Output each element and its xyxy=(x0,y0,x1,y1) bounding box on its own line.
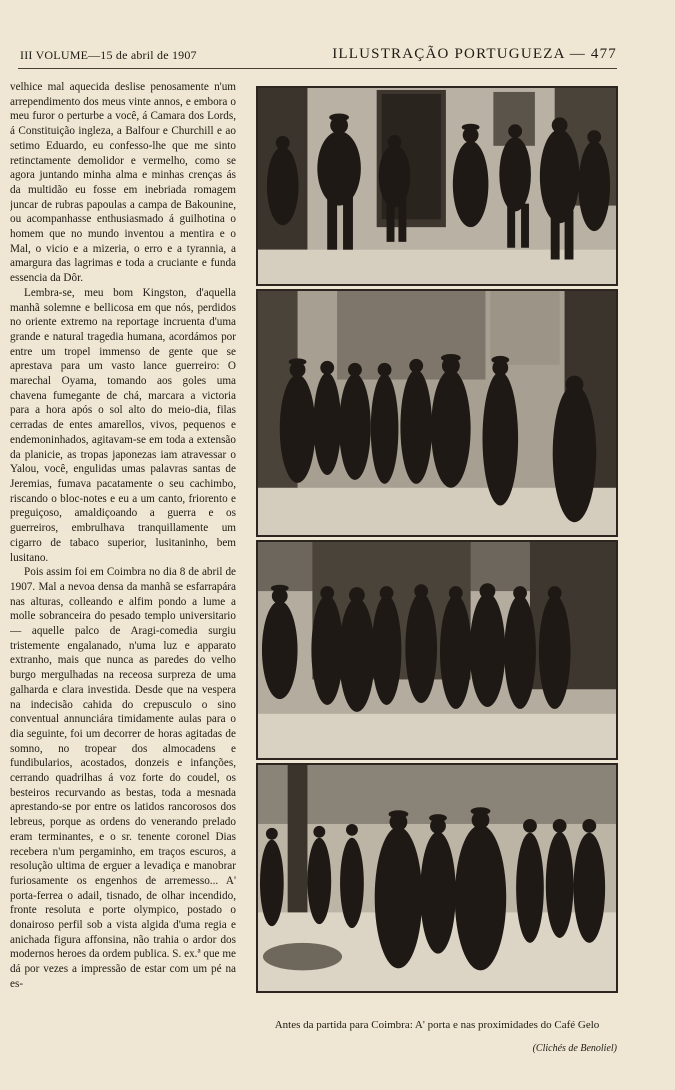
photo-3 xyxy=(256,540,618,760)
magazine-title-page-number: ILLUSTRAÇÃO PORTUGUEZA — 477 xyxy=(332,46,617,62)
paragraph-3: Pois assim foi em Coimbra no dia 8 de abril de 1907. Mal a nevoa densa da manhã se esfarrapára nas alturas, colleando e alfim pondo a lume a molle sobranceira do pesado templo universitario — aquelle palco de Aragi-comedia surgiu tristemente engalanado, n'uma luz e apparato extranho, mais que nunca as paredes do velho burgo mergulhadas na receosa surpreza de uma galharda e clara investida. Desde que na vespera na indecisão cahida do crepusculo o sino conventual annunciára timidamente aulas para o dia seguinte, foi um decorrer de horas agitadas de somno, no tropear dos almocadens e fundibularios, acostados, donzeis e infanções, cerrando quadrilhas á voz forte do coudel, os besteiros recurvando as bestas, toda a mesnada aprestando-se por entre os latidos rancorosos dos lebreus, porque as ordens do venerando prelado eram terminantes, e o sr. tenente coronel Dias recebera n'um pergaminho, em traços escuros, a resolução ultima de erguer a levadiça e manobrar furiosamente os engenhos de arremesso... A' porta-ferrea o adail, tisnado, de olhar incendido, fronte resoluta e porte olympico, postado o donairoso perfil sob a vista algida d'uma regia e anichada figura affonsina, não trahia o ardor dos modernos heroes da ordem publica. S. ex.ª que me dá por vezes a impressão de estar com um pé na es- xyxy=(10,566,236,990)
page-header xyxy=(0,46,675,70)
photo-1 xyxy=(256,86,618,286)
issue-date: III VOLUME—15 de abril de 1907 xyxy=(20,48,197,62)
paragraph-2: Lembra-se, meu bom Kingston, d'aquella manhã solemne e bellicosa em que nós, perdidos no oriente extremo na reportage incruenta d'uma grande e natural tragedia humana, acordámos por entre um tropel immenso de gente que se aprestava para um vasto lance guerreiro: O marechal Oyama, tomando aos goles uma chavena fumegante de chá, marcara a victoria para a hora após o sol alto do meio-dia, filas cerradas de entes amarellos, vivos, pequenos e endemoninhados, agitavam-se em toda a extensão da planicie, as tropas japonezas iam atravessar o Yalou, você, engulidas umas palavras santas de Jeremias, fumava pacatamente o seu cachimbo, riscando o bloc-notes e eu a um canto, friorento e preguiçoso, amaldiçoando a guerra e os guerreiros, embrulhava tranquillamente um cigarro de tabaco superior, lusitaninho, bem lusitano. xyxy=(10,286,236,564)
paragraph-1: velhice mal aquecida deslise penosamente n'um arrependimento dos meus vinte annos, e embora o meu furor o perturbe a você, á Camara dos Lords, á Constituição ingleza, a Balfour e Churchill e ao setimo Eduardo, eu confesso-lhe que me sinto retinctamente demolidor e vermelho, como se agora juntando minha alma e minhas crenças ás da multidão eu fosse em inebriada romagem juncar de rubras papoulas a campa de Bakounine, ou acompanhasse enthusiasmado á guilhotina o homem que no mundo inventou a mentira e o Mal, o vicio e a mizeria, o erro e a tyrannia, a amargura das lagrimas e toda a cruciante e funda essencia da Dôr. xyxy=(10,81,236,285)
photo-stack xyxy=(256,86,618,996)
photo-4 xyxy=(256,763,618,993)
article-column xyxy=(10,80,236,1065)
photo-2 xyxy=(256,289,618,537)
photo-credit: (Clichés de Benoliel) xyxy=(532,1043,617,1054)
photo-caption: Antes da partida para Coimbra: A' porta e nas proximidades do Café Gelo xyxy=(274,1019,600,1031)
header-rule xyxy=(18,68,617,69)
